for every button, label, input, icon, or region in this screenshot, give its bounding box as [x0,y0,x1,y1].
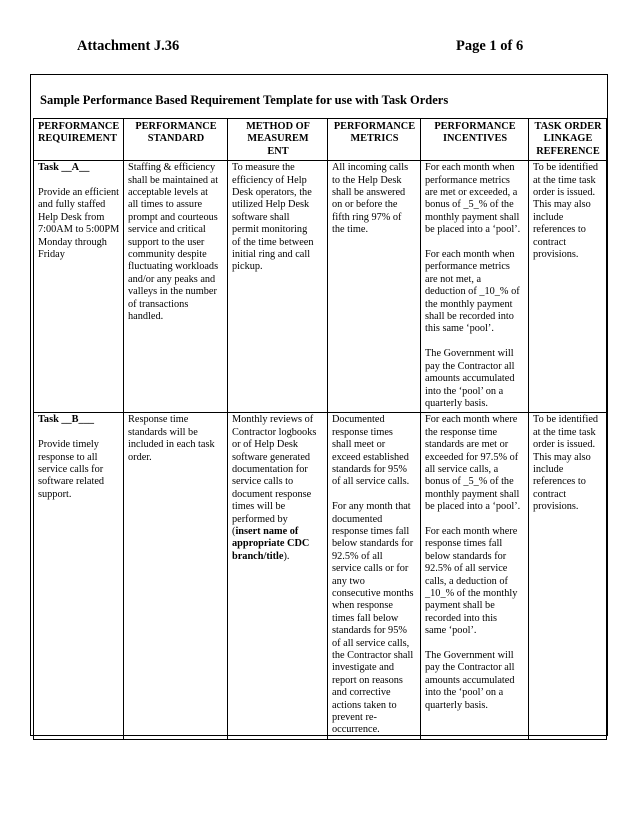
incentive-deduction-text: For each month when performance metrics are not met, a deduction of _10_% of the monthly payment shall be recorded into this same ‘pool’. [425,249,520,335]
column-header-requirement: PERFORMANCE REQUIREMENT [34,119,124,161]
page-header [0,38,638,58]
requirement-text: Provide an efficient and fully staffed Help Desk from 7:00AM to 5:00PM Monday through Friday [38,187,120,261]
metrics-text: Documented response times shall meet or exceed established standards for 95% of all service calls. [332,414,410,488]
standard-cell [124,161,228,413]
column-header-method: METHOD OF MEASUREM ENT [228,119,328,161]
standard-text: Response time standards will be included in each task order. [128,414,215,463]
incentives-cell [421,161,529,413]
task-name: Task __B___ [38,414,94,426]
requirements-table [33,118,607,740]
incentive-payment-text: The Government will pay the Contractor all amounts accumulated into the ‘pool’ on a quarterly basis. [425,348,515,409]
incentive-bonus-text: For each month when performance metrics are met or exceeded, a bonus of _5_% of the monthly payment shall be placed into a ‘pool’. [425,162,521,236]
metrics-cell [328,161,421,413]
incentives-cell [421,413,529,740]
linkage-text: To be identified at the time task order is issued. This may also include references to contract provisions. [533,162,599,261]
method-insert-placeholder: insert name of appropriate CDC branch/title [232,525,310,562]
column-header-incentives: PERFORMANCE INCENTIVES [421,119,529,161]
incentive-payment-text: The Government will pay the Contractor all amounts accumulated into the ‘pool’ on a quarterly basis. [425,650,515,711]
requirement-cell [34,413,124,740]
column-header-standard: PERFORMANCE STANDARD [124,119,228,161]
linkage-cell [529,413,607,740]
column-header-metrics: PERFORMANCE METRICS [328,119,421,161]
metrics-cell [328,413,421,740]
method-cell [228,413,328,740]
attachment-label: Attachment J.36 [77,38,180,54]
task-name: Task __A__ [38,162,90,174]
incentive-bonus-text: For each month where the response time standards are met or exceeded for 97.5% of all service calls, a bonus of _5_% of the monthly payment shall be placed into a ‘pool’. [425,414,521,513]
template-title: Sample Performance Based Requirement Template for use with Task Orders [40,93,449,107]
linkage-cell [529,161,607,413]
template-frame [30,74,608,736]
incentive-deduction-text: For each month where response times fall below standards for 92.5% of all service calls, a deduction of _10_% of the monthly payment shall be recorded into this same ‘pool’. [425,525,518,637]
metrics-followup-text: For any month that documented response times fall below standards for 92.5% of all service calls or for any two consecutive months when response times fall below standards for 95% of all service calls, the Contractor shall investigate and report on reasons and corrective actions taken to prevent re- occurrence. [332,501,414,736]
table-header-row [34,119,607,161]
metrics-text: All incoming calls to the Help Desk shall be answered on or before the fifth ring 97% of the time. [332,162,409,236]
table-row [34,161,607,413]
standard-text: Staffing & efficiency shall be maintained at acceptable levels at all times to assure prompt and courteous service and critical support to the user community despite fluctuating workloads and/or any peaks and valleys in the number of transactions handled. [128,162,219,323]
column-header-linkage: TASK ORDER LINKAGE REFERENCE [529,119,607,161]
page-number: Page 1 of 6 [456,38,524,54]
standard-cell [124,413,228,740]
requirement-cell [34,161,124,413]
linkage-text: To be identified at the time task order is issued. This may also include references to contract provisions. [533,414,599,513]
method-text: Monthly reviews of Contractor logbooks or of Help Desk software generated documentation for service calls to document response times will be performed by ( [232,414,317,537]
method-text: To measure the efficiency of Help Desk operators, the utilized Help Desk software shall permit monitoring of the time between initial ring and call pickup. [232,162,314,273]
method-cell [228,161,328,413]
requirement-text: Provide timely response to all service calls for software related support. [38,439,105,500]
method-text-end: ). [283,550,290,562]
table-row [34,413,607,740]
